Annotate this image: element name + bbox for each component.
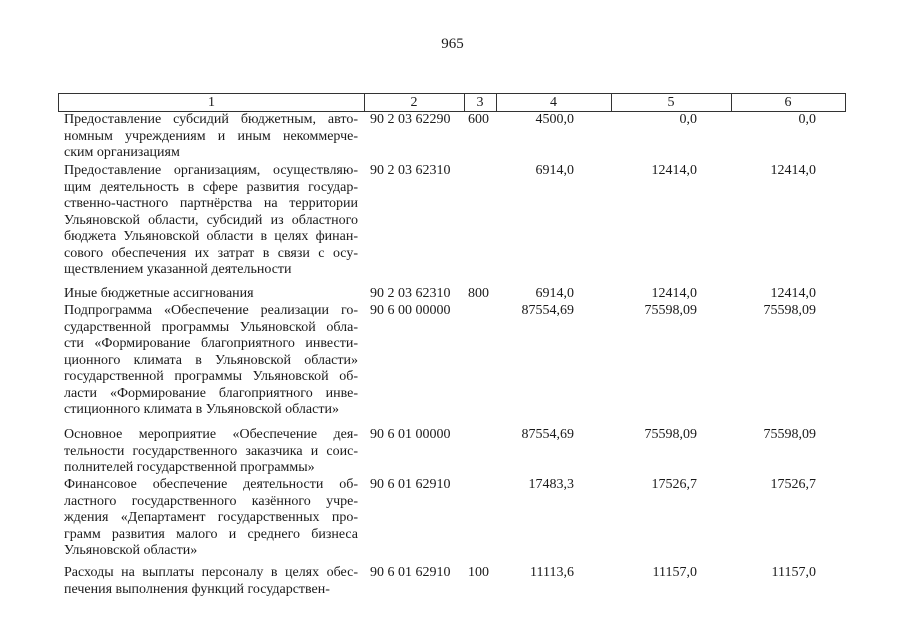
description-line: ским организациям [64, 145, 180, 160]
row-value-col6: 11157,0 [771, 565, 816, 580]
row-value-col6: 75598,09 [763, 427, 816, 442]
header-col-2: 2 [410, 95, 418, 110]
description-line: сударственной программы Ульяновской обла- [64, 319, 358, 335]
row-value-col4: 17483,3 [528, 477, 574, 492]
row-expense-type: 100 [468, 565, 489, 580]
description-line: печения выполнения функций государствен- [64, 581, 330, 597]
description-line: бюджета Ульяновской области в целях финан- [64, 229, 358, 244]
row-value-col5: 0,0 [679, 112, 697, 127]
description-line: Иные бюджетные ассигнования [64, 286, 254, 301]
description-line: сового обеспечения их затрат в связи с осу- [64, 245, 358, 261]
description-line: ционного климата в Ульяновской области» [64, 352, 358, 368]
row-value-col5: 17526,7 [651, 477, 697, 492]
description-line: Основное мероприятие «Обеспечение дея- [64, 427, 358, 442]
description-line: стиционного климата в Ульяновской области» [64, 402, 339, 417]
description-line: Ульяновской области, субсидий из областного [64, 212, 358, 228]
row-value-col4: 6914,0 [535, 163, 574, 178]
description-line: Предоставление субсидий бюджетным, авто- [64, 112, 358, 127]
row-description [64, 286, 358, 303]
description-line: тельности государственного заказчика и соис- [64, 443, 358, 459]
header-col-1: 1 [208, 95, 215, 110]
row-value-col4: 6914,0 [535, 286, 574, 301]
description-line: Подпрограмма «Обеспечение реализации го- [64, 303, 358, 318]
description-line: щим деятельность в сфере развития государ- [64, 179, 358, 195]
row-code: 90 6 01 62910 [370, 565, 451, 580]
description-line: Расходы на выплаты персоналу в целях обес- [64, 565, 358, 580]
description-line: Предоставление организациям, осуществляю- [64, 163, 358, 178]
description-line: Финансовое обеспечение деятельности об- [64, 477, 358, 492]
row-value-col5: 75598,09 [644, 303, 697, 318]
row-value-col5: 12414,0 [651, 286, 697, 301]
row-code: 90 2 03 62310 [370, 286, 451, 301]
row-value-col6: 12414,0 [770, 286, 816, 301]
header-col-5: 5 [667, 95, 675, 110]
row-value-col5: 12414,0 [651, 163, 697, 178]
row-description [64, 112, 358, 162]
row-expense-type: 800 [468, 286, 489, 301]
row-description [64, 477, 358, 560]
row-value-col4: 87554,69 [521, 303, 574, 318]
description-line: ственно-частного партнёрства на территории [64, 196, 358, 211]
row-value-col6: 12414,0 [770, 163, 816, 178]
row-description [64, 427, 358, 477]
row-value-col5: 11157,0 [652, 565, 697, 580]
row-code: 90 6 01 00000 [370, 427, 451, 442]
description-line: ждения «Департамент государственных про- [64, 510, 358, 525]
description-line: сти «Формирование благоприятного инвести- [64, 336, 358, 351]
row-code: 90 6 01 62910 [370, 477, 451, 492]
table-header [58, 93, 846, 112]
row-description [64, 565, 358, 598]
row-value-col6: 75598,09 [763, 303, 816, 318]
header-col-3: 3 [476, 95, 484, 110]
row-value-col6: 17526,7 [770, 477, 816, 492]
row-value-col4: 4500,0 [535, 112, 574, 127]
header-col-6: 6 [784, 95, 792, 110]
row-value-col6: 0,0 [798, 112, 816, 127]
page-number: 965 [441, 36, 464, 52]
description-line: ластного государственного казённого учре- [64, 493, 358, 509]
row-code: 90 6 00 00000 [370, 303, 451, 318]
row-expense-type: 600 [468, 112, 489, 127]
row-code: 90 2 03 62290 [370, 112, 451, 127]
description-line: государственной программы Ульяновской об- [64, 369, 358, 384]
description-line: номным учреждениям и иным некоммерче- [64, 128, 358, 144]
description-line: полнителей государственной программы» [64, 460, 315, 475]
row-value-col4: 87554,69 [521, 427, 574, 442]
row-description [64, 163, 358, 279]
description-line: ществлением указанной деятельности [64, 262, 292, 277]
description-line: ласти «Формирование благоприятного инве- [64, 385, 358, 401]
description-line: грамм развития малого и среднего бизнеса [64, 526, 358, 542]
row-value-col4: 11113,6 [530, 565, 574, 580]
header-col-4: 4 [550, 95, 557, 110]
row-code: 90 2 03 62310 [370, 163, 451, 178]
description-line: Ульяновской области» [64, 543, 198, 558]
row-value-col5: 75598,09 [644, 427, 697, 442]
row-description [64, 303, 358, 419]
